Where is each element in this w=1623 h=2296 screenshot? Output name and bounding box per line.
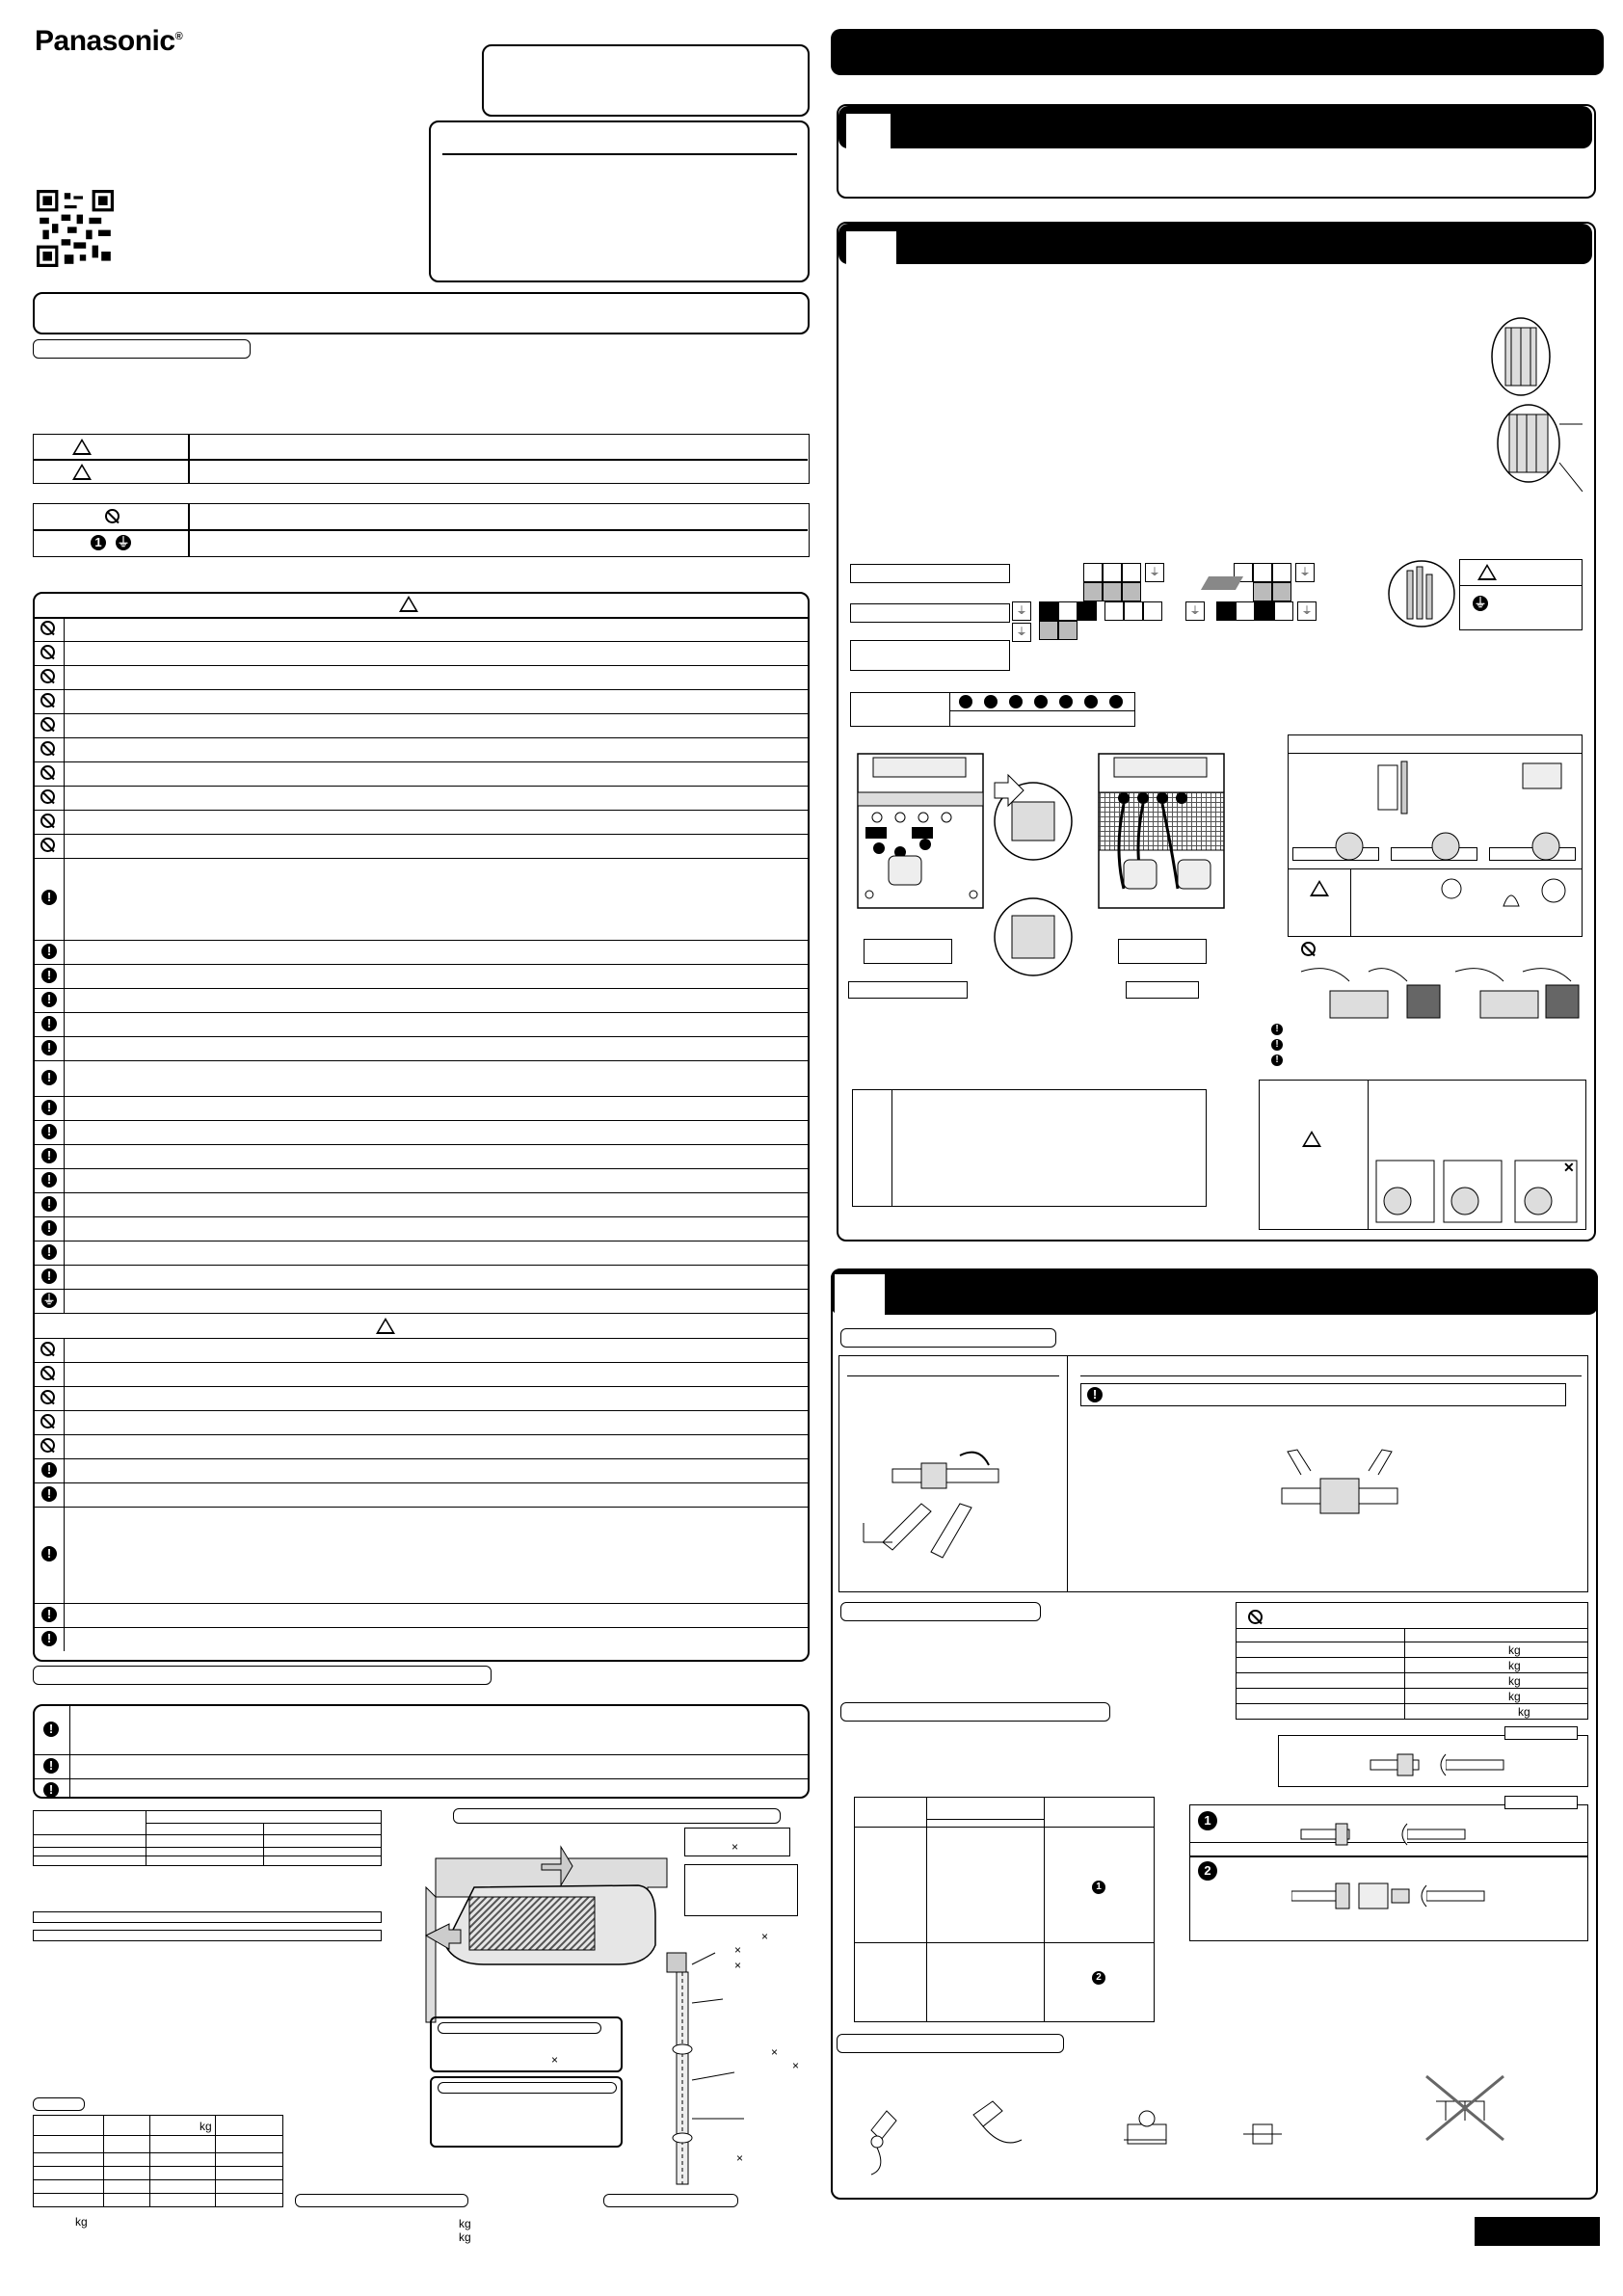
model-number-box xyxy=(482,44,810,117)
ground-icon: ⏚ xyxy=(1474,596,1487,610)
terminal-label-2 xyxy=(850,603,1010,623)
brand-logo: Panasonic® xyxy=(35,25,183,57)
terminal-label-1 xyxy=(850,564,1010,583)
prohibit-icon xyxy=(40,1438,55,1453)
wire-insert-detail xyxy=(1388,557,1455,630)
kg-unit: kg xyxy=(1508,1690,1521,1703)
kg-unit: kg xyxy=(459,2217,471,2230)
installation-diagram-tab-bottom xyxy=(295,2194,468,2207)
terminal-block-indoor xyxy=(1083,563,1180,601)
must-icon: ! xyxy=(41,1462,57,1478)
prohibit-icon xyxy=(40,814,55,828)
board-label-3 xyxy=(1118,939,1207,964)
flare-nut-illustration xyxy=(1369,1747,1513,1781)
prohibit-icon xyxy=(40,789,55,804)
must-icon: ! xyxy=(1271,1024,1283,1035)
step-pipe-illustrations xyxy=(1291,1810,1503,1926)
step-2-badge: 2 xyxy=(1198,1861,1217,1881)
installation-diagram-tab xyxy=(453,1808,781,1824)
must-icon: ! xyxy=(41,1631,57,1646)
notice-box xyxy=(429,120,810,282)
warning-legend-table xyxy=(33,434,810,484)
warning-triangle-icon xyxy=(1302,1131,1321,1147)
symbol-legend-table xyxy=(33,503,810,557)
drain-note-box: × xyxy=(430,2016,623,2072)
caution-triangle-icon xyxy=(72,464,92,480)
must-icon: ! xyxy=(43,1782,59,1798)
board-label-1 xyxy=(864,939,952,964)
section-3-number-tab xyxy=(835,1274,885,1317)
ground-caution-box xyxy=(1459,559,1583,630)
section-3-header xyxy=(831,1268,1598,1315)
must-icon: ! xyxy=(41,1148,57,1163)
must-icon: ! xyxy=(41,1244,57,1260)
must-notes-box xyxy=(33,1704,810,1799)
prohibit-icon xyxy=(40,717,55,732)
spec-note-row-2 xyxy=(33,1930,382,1941)
installation-notes-tab xyxy=(33,1666,492,1685)
must-icon: ! xyxy=(41,1040,57,1055)
must-icon: ! xyxy=(41,1546,57,1562)
must-icon: ! xyxy=(41,1172,57,1188)
piping-tab-bottom xyxy=(603,2194,738,2207)
must-icon: ! xyxy=(41,968,57,983)
prohibited-wiring-illustration xyxy=(1291,952,1590,1029)
pipe-bending-illustrations xyxy=(858,2072,1552,2188)
flare-tab xyxy=(840,1328,1056,1348)
terminal-block-outdoor xyxy=(1195,563,1320,601)
prohibit-icon xyxy=(40,838,55,852)
outdoor-unit-icons xyxy=(1374,1155,1583,1228)
prohibit-icon xyxy=(40,693,55,707)
board-label-2 xyxy=(848,981,968,999)
step-1-badge: 1 xyxy=(1198,1811,1217,1830)
caution-header-icon xyxy=(376,1318,395,1334)
prohibit-icon xyxy=(105,509,120,523)
must-icon: ! xyxy=(41,1100,57,1115)
svg-text:✕: ✕ xyxy=(1563,1160,1575,1175)
kg-unit: kg xyxy=(1518,1705,1530,1719)
warning-header-icon xyxy=(399,596,418,612)
must-icon: ! xyxy=(41,1124,57,1139)
must-icon: ! xyxy=(41,1268,57,1284)
ground-icon: ⏚ xyxy=(1295,563,1315,582)
must-icon: ! xyxy=(41,1486,57,1502)
callout-box-1: × xyxy=(684,1828,790,1856)
prohibit-icon xyxy=(40,645,55,659)
terminal-board-after xyxy=(1085,744,1230,956)
kg-unit: kg xyxy=(1508,1659,1521,1672)
prohibit-icon xyxy=(40,669,55,683)
ground-icon: ⏚ xyxy=(117,535,130,549)
kg-unit: kg xyxy=(75,2215,88,2229)
terminal-row-2: ⏚ ⏚ ⏚ ⏚ xyxy=(1012,601,1320,646)
must-icon: ! xyxy=(1271,1039,1283,1051)
must-icon: ! xyxy=(1271,1055,1283,1066)
pipe-size-tab xyxy=(840,1702,1110,1722)
kg-unit: kg xyxy=(1508,1674,1521,1688)
safety-subheading-tab xyxy=(33,339,251,359)
must-icon: ! xyxy=(1087,1387,1103,1402)
board-label-4 xyxy=(1126,981,1199,999)
kg-unit: kg xyxy=(1508,1643,1521,1657)
must-icon: ! xyxy=(41,992,57,1007)
pipe-length-table xyxy=(33,2115,283,2207)
callout-box-2 xyxy=(684,1864,798,1916)
wire-color-legend xyxy=(850,692,1135,727)
outdoor-note-box xyxy=(430,2076,623,2148)
refrigerant-tab xyxy=(840,1602,1041,1621)
flare-joint-illustration xyxy=(1272,1446,1407,1542)
must-icon: ! xyxy=(43,1758,59,1774)
pipe-procedure-table xyxy=(854,1797,1155,2022)
must-icon: ! xyxy=(41,890,57,905)
warning-section xyxy=(33,592,810,1662)
flare-wrench-illustration xyxy=(854,1446,1047,1571)
ground-icon: ⏚ xyxy=(42,1293,56,1307)
kg-unit: kg xyxy=(200,2120,212,2133)
refrigerant-amount-table xyxy=(1236,1602,1588,1720)
kg-unit: kg xyxy=(459,2230,471,2244)
safety-title-bar xyxy=(33,292,810,334)
prohibit-icon xyxy=(40,1366,55,1380)
prohibit-icon xyxy=(40,621,55,635)
prohibit-icon xyxy=(1248,1610,1263,1624)
must-icon: ! xyxy=(41,1070,57,1085)
bending-tab xyxy=(837,2034,1064,2053)
qr-code-icon xyxy=(37,190,114,267)
terminal-label-3 xyxy=(850,640,1010,671)
wiring-detail-icons xyxy=(1291,756,1581,929)
spec-note-row-1 xyxy=(33,1911,382,1923)
step-1-badge: 1 xyxy=(1092,1881,1105,1894)
must-icon: ! xyxy=(41,944,57,959)
prohibit-icon xyxy=(40,1414,55,1428)
prohibit-icon xyxy=(40,765,55,780)
warning-triangle-icon xyxy=(1477,564,1497,580)
must-icon: ! xyxy=(41,1196,57,1212)
section-2-number-tab xyxy=(846,231,896,264)
footer-code-block xyxy=(1475,2217,1600,2246)
ground-icon: ⏚ xyxy=(1145,563,1164,582)
cable-strip-diagram xyxy=(1482,308,1588,501)
must-icon: ! xyxy=(41,1016,57,1031)
prohibit-icon xyxy=(40,1342,55,1356)
step-2-badge: 2 xyxy=(1092,1971,1105,1985)
wiring-note-box xyxy=(852,1089,1207,1207)
spec-table xyxy=(33,1810,382,1866)
must-icon: ! xyxy=(41,1607,57,1622)
section-1-number-tab xyxy=(846,114,891,148)
prohibit-icon xyxy=(40,1390,55,1404)
prohibit-icon xyxy=(40,741,55,756)
section-2-header xyxy=(838,224,1592,264)
pipe-length-tab xyxy=(33,2097,85,2111)
must-icon: ! xyxy=(43,1722,59,1737)
warning-triangle-icon xyxy=(72,439,92,455)
must-icon: ! xyxy=(41,1220,57,1236)
section-1-header xyxy=(838,106,1592,148)
must-icon: 1 xyxy=(91,535,106,550)
right-page-title-bar xyxy=(831,29,1604,75)
